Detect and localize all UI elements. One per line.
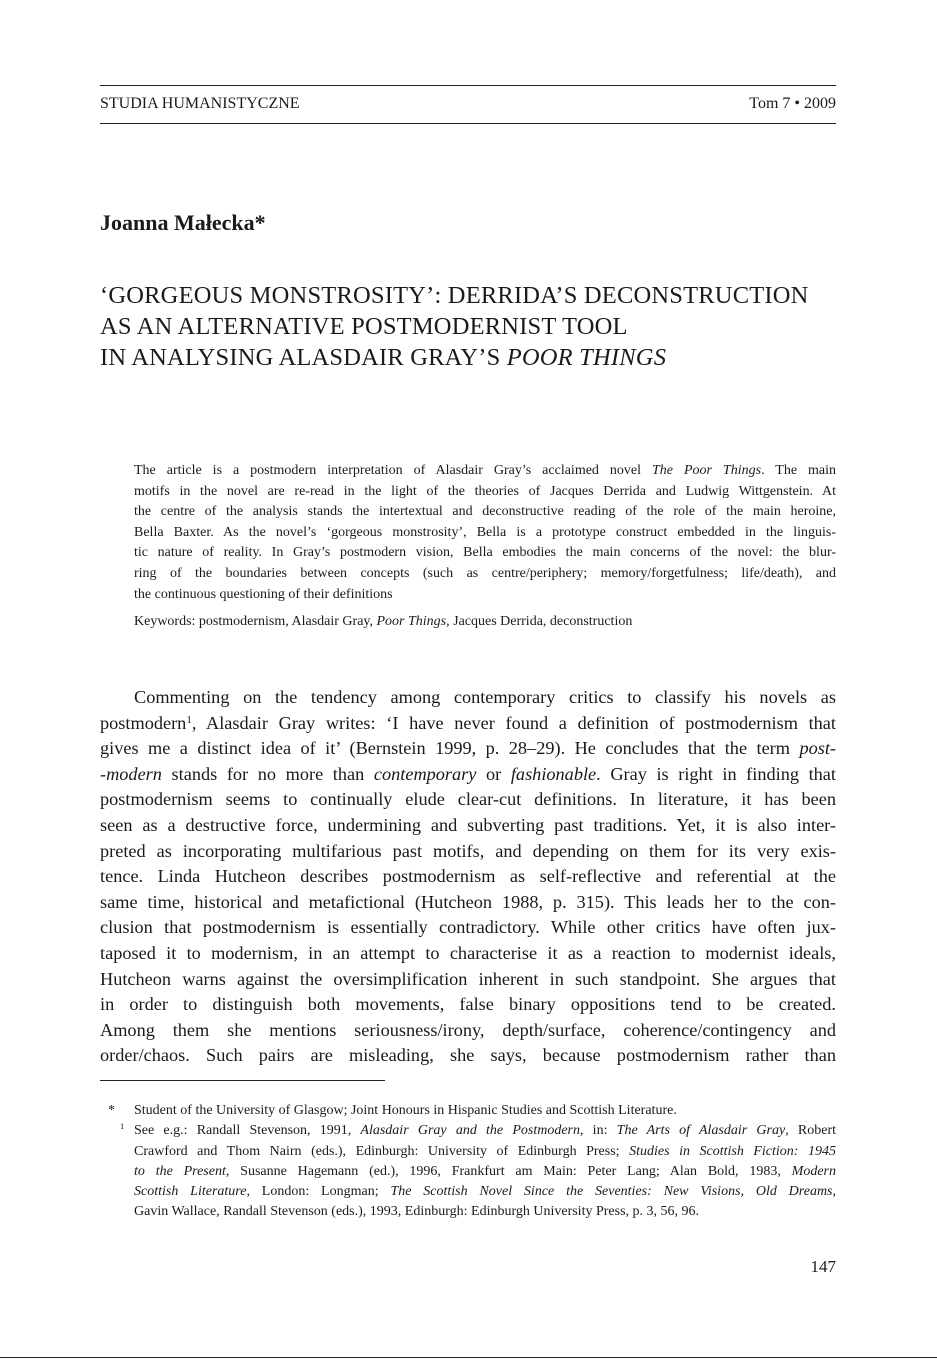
body-line: order/chaos. Such pairs are misleading, she says, because postmodernism rather than: [100, 1045, 836, 1066]
footnote-line: [134, 1121, 836, 1141]
body-italic: contemporary: [373, 763, 477, 784]
abstract-line: tic nature of reality. In Gray’s postmodern vision, Bella embodies the main concerns of the novel: the blur-: [134, 545, 836, 561]
body-text-run: , Alasdair Gray writes: ‘I have never found a definition of postmodernism that: [191, 712, 836, 733]
body-text: [100, 685, 836, 1069]
footnote-text: ,: [832, 1184, 836, 1200]
abstract-text: The article is a postmodern interpretation of Alasdair Gray’s acclaimed novel: [134, 463, 652, 478]
body-line: in order to distinguish both movements, false binary oppositions tend to be created.: [100, 994, 836, 1015]
body-text-run: . Gray is right in finding that: [596, 763, 836, 784]
footnote-rule: [100, 1080, 385, 1081]
title-line-3-text: IN ANALYSING ALASDAIR GRAY’S: [100, 344, 507, 371]
body-text-run: stands for no more than: [161, 763, 374, 784]
body-line: [100, 711, 836, 737]
footnote-italic: The Scottish Novel Since the Seventies: New Visions, Old Dreams: [390, 1184, 833, 1200]
keywords: [134, 614, 632, 630]
keywords-text: , Jacques Derrida, deconstruction: [446, 614, 633, 629]
title-line-2: AS AN ALTERNATIVE POSTMODERNIST TOOL: [100, 313, 628, 340]
footnote-italic: The Arts of Alasdair Gray: [616, 1123, 786, 1139]
footnotes: [100, 1101, 836, 1223]
volume-info: Tom 7 • 2009: [749, 95, 836, 112]
footnote-line: [134, 1182, 836, 1202]
body-italic: post-: [799, 738, 836, 759]
footnote-text: , Robert: [785, 1123, 837, 1139]
abstract-line: [134, 461, 836, 482]
footnote-italic: Modern: [791, 1163, 836, 1179]
title-line-3: [100, 342, 860, 373]
body-text-run: or: [476, 763, 511, 784]
header-top-rule: [100, 85, 836, 86]
article-title: [100, 280, 860, 373]
body-line: [100, 762, 836, 788]
footnote-star-text: Student of the University of Glasgow; Joint Honours in Hispanic Studies and Scottish Literature.: [134, 1103, 677, 1118]
body-text-run: gives me a distinct idea of it’ (Bernstein 1999, p. 28–29). He concludes that the term: [100, 738, 800, 759]
abstract-line: ring of the boundaries between concepts (such as centre/periphery; memory/forgetfulness; life/death), and: [134, 565, 836, 581]
footnote-text: See e.g.: Randall Stevenson, 1991,: [134, 1123, 361, 1139]
keywords-italic: Poor Things: [376, 614, 447, 629]
body-italic: fashionable: [510, 763, 597, 784]
footnote-italic: Scottish Literature: [134, 1184, 247, 1200]
body-line: Commenting on the tendency among contemporary critics to classify his novels as: [134, 687, 836, 707]
title-italic-work: POOR THINGS: [506, 344, 667, 371]
journal-name: STUDIA HUMANISTYCZNE: [100, 95, 300, 112]
abstract-line: the centre of the analysis stands the intertextual and deconstructive reading of the role of the main heroine,: [134, 504, 836, 520]
body-line: same time, historical and metafictional (Hutcheon 1988, p. 315). This leads her to the con-: [100, 891, 836, 912]
page-number: 147: [810, 1257, 836, 1276]
footnote-italic: to the Present: [134, 1163, 226, 1179]
author-name: Joanna Małecka*: [100, 210, 266, 235]
abstract-line: the continuous questioning of their definitions: [134, 586, 393, 602]
keywords-text: Keywords: postmodernism, Alasdair Gray,: [134, 614, 377, 629]
abstract-line: Bella Baxter. As the novel’s ‘gorgeous monstrosity’, Bella is a prototype construct embedded in the linguis-: [134, 524, 836, 540]
body-line: Among them she mentions seriousness/irony, depth/surface, coherence/contingency and: [100, 1019, 836, 1040]
footnote-line: [134, 1162, 836, 1182]
body-line: postmodernism seems to continually elude clear-cut definitions. In literature, it has been: [100, 789, 836, 810]
footnote-star: [100, 1101, 836, 1121]
footnote-italic: Alasdair Gray and the Postmodern: [360, 1123, 580, 1139]
body-line: Hutcheon warns against the oversimplification inherent in such standpoint. She argues that: [100, 968, 836, 989]
abstract: [134, 461, 836, 605]
page-bottom-rule: [0, 1357, 937, 1358]
footnote-1-mark-wrap: [120, 1121, 124, 1141]
footnote-text: , in:: [579, 1123, 617, 1139]
body-line: taposed it to modernism, in an attempt to characterise it as a reaction to modernist ideals,: [100, 942, 836, 963]
body-line: [100, 736, 836, 762]
body-line: clusion that postmodernism is essentially contradictory. While other critics have often jux-: [100, 917, 836, 938]
footnote-text: , Susanne Hagemann (ed.), 1996, Frankfurt am Main: Peter Lang; Alan Bold, 1983,: [225, 1163, 792, 1179]
footnote-text: Crawford and Thom Nairn (eds.), Edinburgh: University of Edinburgh Press;: [134, 1143, 630, 1159]
body-text-run: postmodern: [100, 712, 187, 733]
footnote-1-mark: 1: [120, 1122, 125, 1132]
body-line: seen as a destructive force, undermining and subverting past traditions. Yet, it is also inter-: [100, 814, 836, 835]
body-italic: -modern: [100, 763, 162, 784]
footnote-line: [134, 1142, 836, 1162]
footnote-line: Gavin Wallace, Randall Stevenson (eds.), 1993, Edinburgh: Edinburgh University Press, p. 3, 56, 96.: [134, 1204, 700, 1220]
footnote-text: , London: Longman;: [246, 1184, 391, 1200]
abstract-line: motifs in the novel are re-read in the light of the theories of Jacques Derrida and Ludwig Wittgenstein. At: [134, 483, 836, 499]
footnote-star-mark: *: [108, 1103, 115, 1118]
body-line: preted as incorporating multifarious past motifs, and depending on them for its very exis-: [100, 840, 836, 861]
abstract-italic: The Poor Things: [651, 463, 762, 478]
footnote-italic: Studies in Scottish Fiction: 1945: [629, 1143, 836, 1159]
header-bottom-rule: [100, 123, 836, 124]
body-line: tence. Linda Hutcheon describes postmodernism as self-reflective and referential at the: [100, 866, 836, 887]
title-line-1: ‘GORGEOUS MONSTROSITY’: DERRIDA’S DECONSTRUCTION: [100, 282, 809, 309]
footnote-1: [100, 1121, 836, 1222]
footnote-ref: 1: [186, 713, 192, 726]
abstract-text: . The main: [761, 463, 837, 478]
